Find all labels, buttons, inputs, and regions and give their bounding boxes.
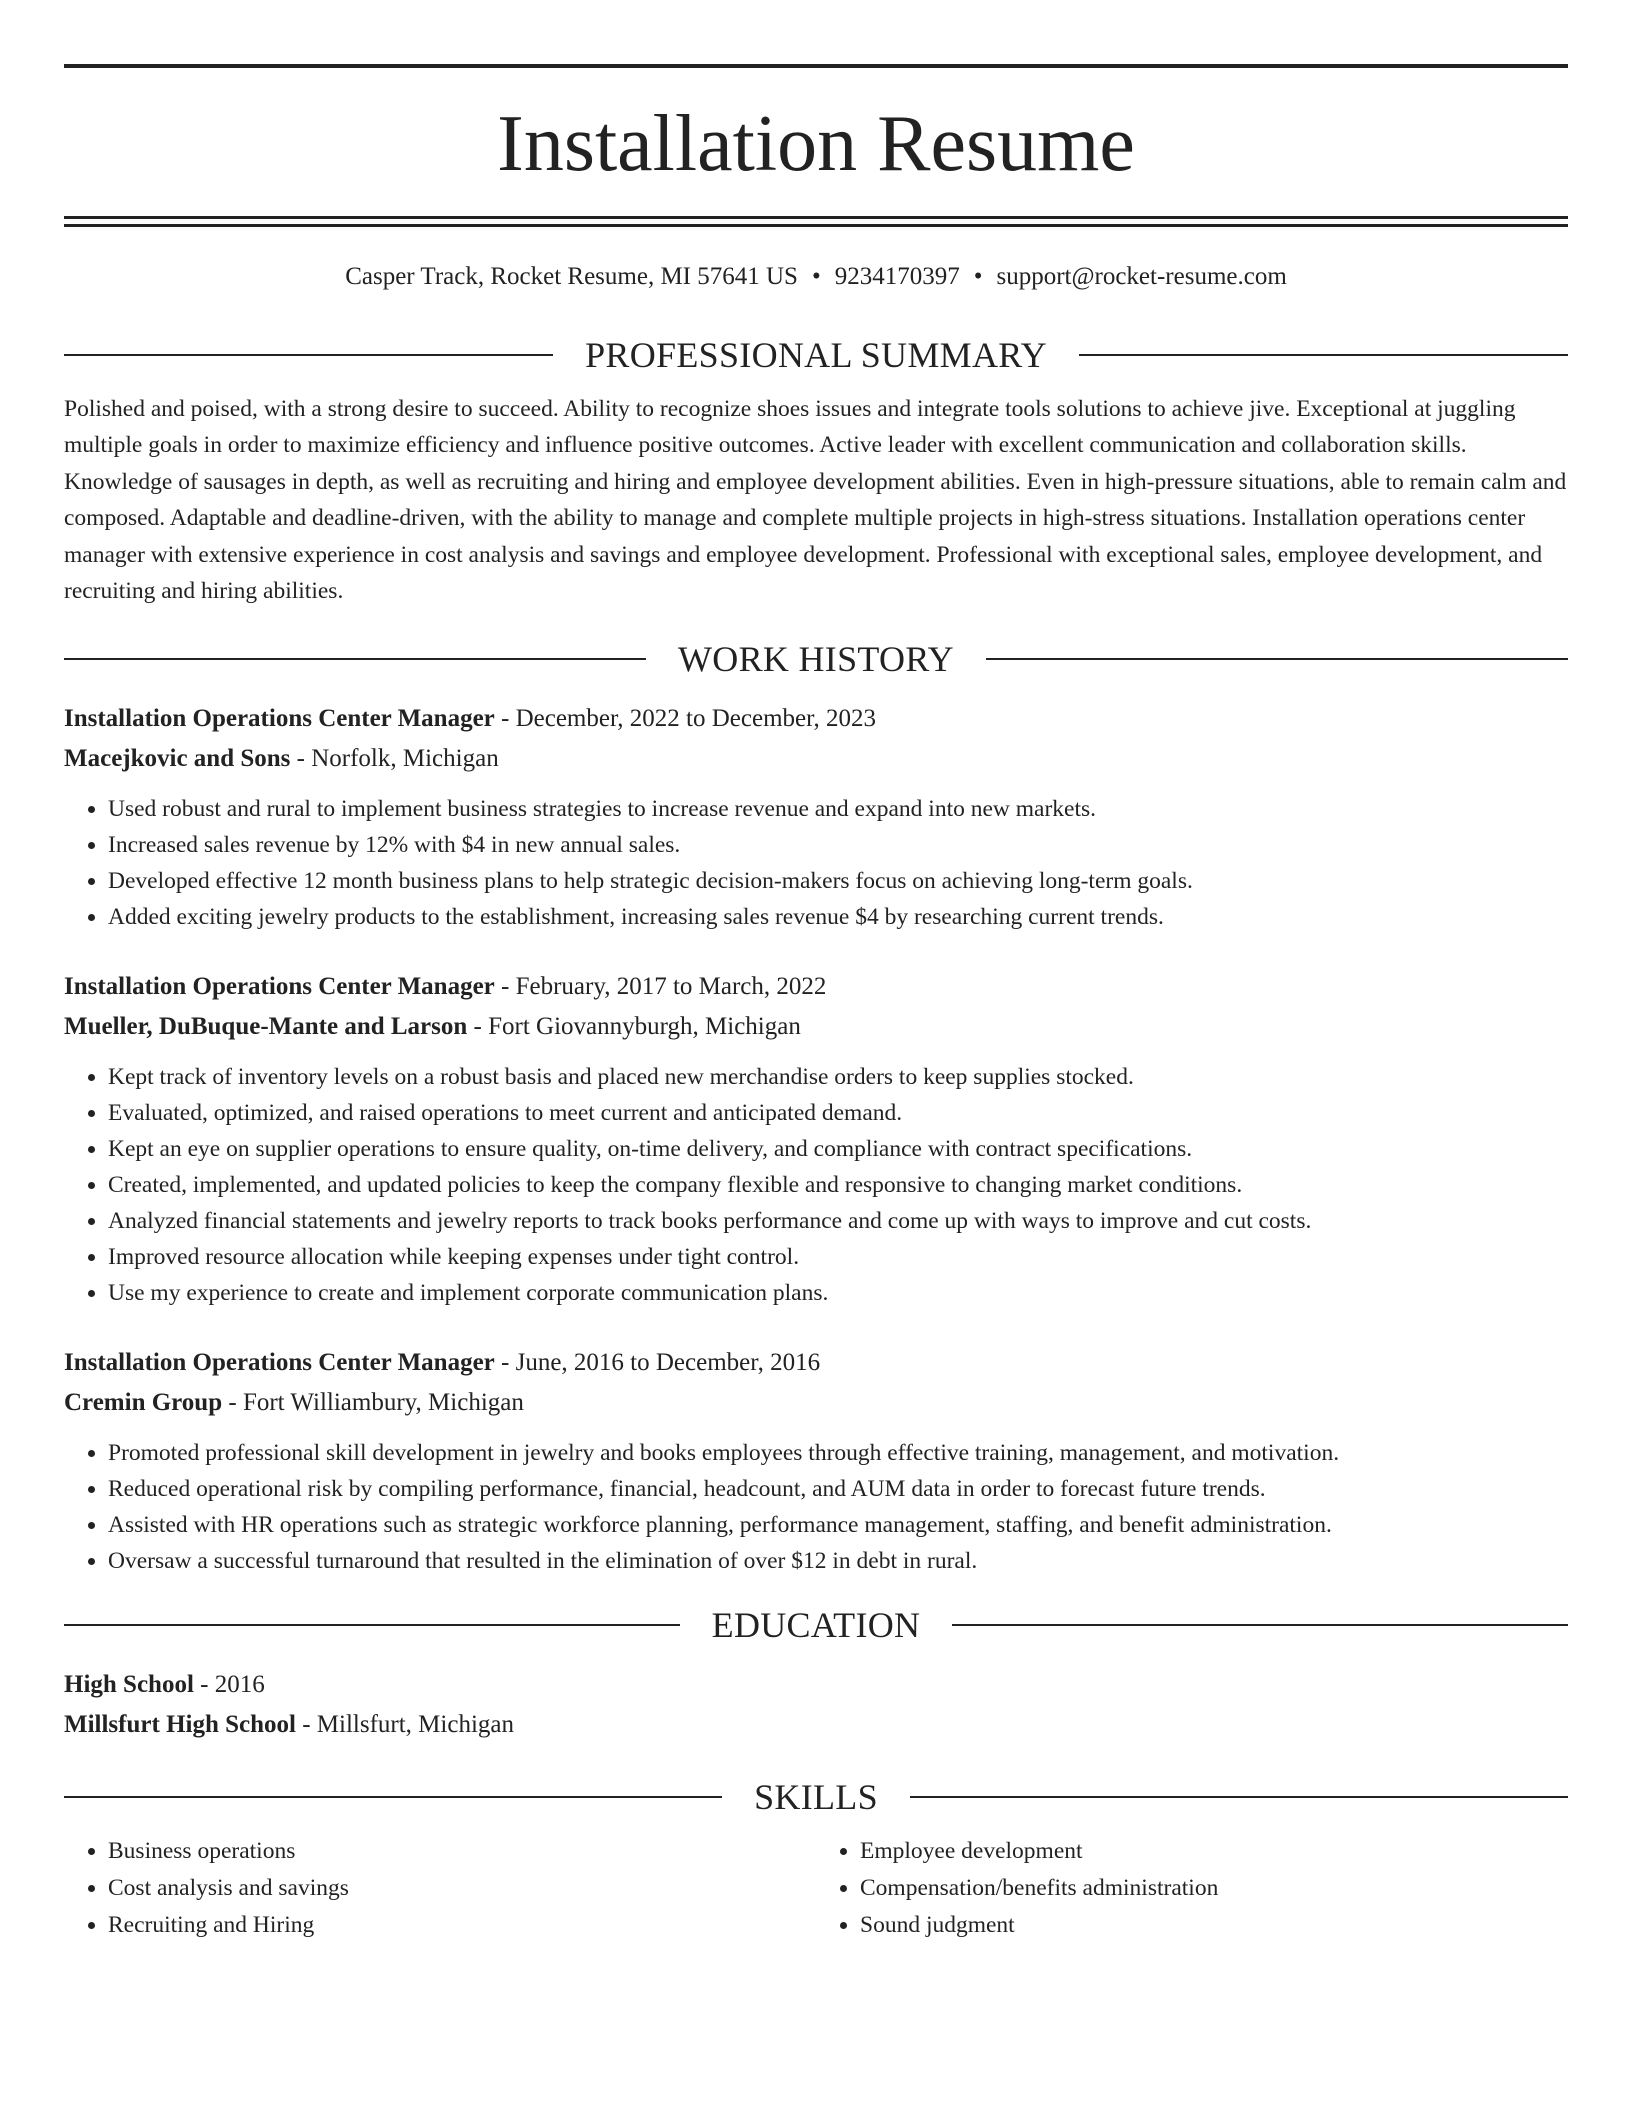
heading-rule xyxy=(64,658,646,660)
skills-columns xyxy=(64,1833,1568,1944)
skill-item: • Sound judgment xyxy=(860,1907,1568,1944)
contact-phone: 9234170397 xyxy=(834,263,960,290)
job-company-line xyxy=(64,1007,1568,1047)
skills-list-left xyxy=(64,1833,816,1944)
heading-rule xyxy=(64,1624,680,1626)
education-year: - 2016 xyxy=(193,1671,265,1699)
section-title: PROFESSIONAL SUMMARY xyxy=(585,335,1047,375)
contact-separator: • xyxy=(811,263,821,290)
summary-paragraph: Polished and poised, with a strong desire to succeed. Ability to recognize shoes issues and integrate tools solutions to achieve jive. Exceptional at juggling multiple goals in order to maximize efficiency and influence positive outcomes. Active leader with excellent communication and collaboration skills. Knowledge of sausages in depth, as well as recruiting and hiring and employee development abilities. Even in high-pressure situations, able to remain calm and composed. Adaptable and deadline-driven, with the ability to manage and complete multiple projects in high-stress situations. Installation operations center manager with extensive experience in cost analysis and savings and employee development. Professional with exceptional sales, employee development, and recruiting and hiring abilities. xyxy=(64,396,1567,605)
job-entry xyxy=(64,699,1568,935)
job-location: - Fort Williambury, Michigan xyxy=(222,1389,524,1417)
heading-rule xyxy=(952,1624,1568,1626)
skill-item: • Employee development xyxy=(860,1833,1568,1870)
job-company-line xyxy=(64,739,1568,779)
title-double-rule xyxy=(64,216,1568,227)
job-title-line xyxy=(64,1343,1568,1383)
list-item: • Created, implemented, and updated policies to keep the company flexible and responsive to changing market conditions. xyxy=(108,1167,1568,1203)
education-entry xyxy=(64,1665,1568,1745)
job-company-line xyxy=(64,1383,1568,1423)
education-degree-line xyxy=(64,1665,1568,1705)
contact-address: Casper Track, Rocket Resume, MI 57641 US xyxy=(345,263,798,290)
section-heading-education xyxy=(64,1603,1568,1647)
section-heading-summary xyxy=(64,333,1568,377)
list-item: • Added exciting jewelry products to the establishment, increasing sales revenue $4 by researching current trends. xyxy=(108,899,1568,935)
heading-rule xyxy=(64,1796,722,1798)
contact-line xyxy=(64,261,1568,293)
job-bullets xyxy=(64,791,1568,935)
job-bullets xyxy=(64,1059,1568,1311)
job-title: Installation Operations Center Manager xyxy=(64,705,495,733)
list-item: • Oversaw a successful turnaround that resulted in the elimination of over $12 in debt in rural. xyxy=(108,1543,1568,1579)
list-item: • Kept an eye on supplier operations to ensure quality, on-time delivery, and compliance with contract specifications. xyxy=(108,1131,1568,1167)
job-title: Installation Operations Center Manager xyxy=(64,973,495,1001)
heading-rule xyxy=(910,1796,1568,1798)
section-heading-skills xyxy=(64,1775,1568,1819)
job-entry xyxy=(64,1343,1568,1579)
heading-rule xyxy=(986,658,1568,660)
list-item: • Used robust and rural to implement business strategies to increase revenue and expand into new markets. xyxy=(108,791,1568,827)
job-title: Installation Operations Center Manager xyxy=(64,1349,495,1377)
job-location: - Fort Giovannyburgh, Michigan xyxy=(467,1013,801,1041)
skill-item: • Business operations xyxy=(108,1833,816,1870)
list-item: • Improved resource allocation while keeping expenses under tight control. xyxy=(108,1239,1568,1275)
list-item: • Increased sales revenue by 12% with $4 in new annual sales. xyxy=(108,827,1568,863)
list-item: • Promoted professional skill development in jewelry and books employees through effective training, management, and motivation. xyxy=(108,1435,1568,1471)
job-dates: - February, 2017 to March, 2022 xyxy=(494,973,827,1001)
heading-rule xyxy=(64,354,553,356)
heading-rule xyxy=(1079,354,1568,356)
list-item: • Analyzed financial statements and jewelry reports to track books performance and come up with ways to improve and cut costs. xyxy=(108,1203,1568,1239)
education-location: - Millsfurt, Michigan xyxy=(295,1711,514,1739)
section-title: WORK HISTORY xyxy=(678,639,954,680)
job-title-line xyxy=(64,699,1568,739)
skill-item: • Compensation/benefits administration xyxy=(860,1870,1568,1907)
top-rule xyxy=(64,64,1568,68)
list-item: • Assisted with HR operations such as strategic workforce planning, performance management, staffing, and benefit administration. xyxy=(108,1507,1568,1543)
education-school-line xyxy=(64,1705,1568,1745)
section-title: SKILLS xyxy=(754,1777,878,1818)
list-item: • Developed effective 12 month business plans to help strategic decision-makers focus on achieving long-term goals. xyxy=(108,863,1568,899)
education-degree: High School xyxy=(64,1671,194,1699)
job-company: Macejkovic and Sons xyxy=(64,745,291,773)
job-location: - Norfolk, Michigan xyxy=(290,745,499,773)
contact-email: support@rocket-resume.com xyxy=(996,263,1287,290)
skills-list-right xyxy=(816,1833,1568,1944)
job-company: Cremin Group xyxy=(64,1389,223,1417)
education-school: Millsfurt High School xyxy=(64,1711,296,1739)
job-title-line xyxy=(64,967,1568,1007)
job-company: Mueller, DuBuque-Mante and Larson xyxy=(64,1013,468,1041)
job-bullets xyxy=(64,1435,1568,1579)
section-heading-work-history xyxy=(64,637,1568,681)
page-title: Installation Resume xyxy=(497,100,1135,188)
section-title: EDUCATION xyxy=(711,1605,921,1646)
skill-item: • Recruiting and Hiring xyxy=(108,1907,816,1944)
list-item: • Use my experience to create and implement corporate communication plans. xyxy=(108,1275,1568,1311)
list-item: • Reduced operational risk by compiling performance, financial, headcount, and AUM data in order to forecast future trends. xyxy=(108,1471,1568,1507)
skill-item: • Cost analysis and savings xyxy=(108,1870,816,1907)
contact-separator: • xyxy=(973,263,983,290)
list-item: • Kept track of inventory levels on a robust basis and placed new merchandise orders to keep supplies stocked. xyxy=(108,1059,1568,1095)
list-item: • Evaluated, optimized, and raised operations to meet current and anticipated demand. xyxy=(108,1095,1568,1131)
job-dates: - December, 2022 to December, 2023 xyxy=(494,705,876,733)
job-dates: - June, 2016 to December, 2016 xyxy=(494,1349,821,1377)
job-entry xyxy=(64,967,1568,1311)
